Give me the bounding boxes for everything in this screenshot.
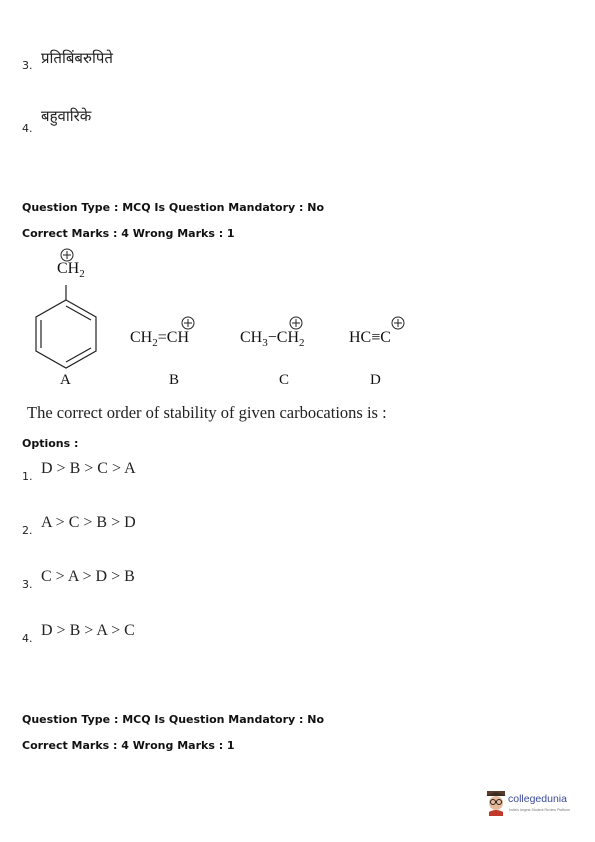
option-text: D > B > A > C xyxy=(41,622,135,639)
option-number: 3. xyxy=(22,59,33,72)
question-type-line: Question Type : MCQ Is Question Mandatory : No xyxy=(22,201,325,214)
structure-b-formula: $CH_2=CH$ xyxy=(130,329,189,350)
label-c: C xyxy=(279,372,290,388)
marks-line: Correct Marks : 4 Wrong Marks : 1 xyxy=(22,739,235,752)
option-text: प्रतिबिंबरुपिते xyxy=(41,49,113,67)
option-number: 1. xyxy=(22,470,33,483)
collegedunia-logo xyxy=(484,787,588,821)
mascot-icon xyxy=(484,790,508,816)
option-text: बहुवारिके xyxy=(41,107,92,125)
option-number: 4. xyxy=(22,122,33,135)
option-number: 3. xyxy=(22,578,33,591)
option-number: 4. xyxy=(22,632,33,645)
label-a: A xyxy=(60,372,71,388)
positive-charge-icon xyxy=(390,315,406,331)
structure-a-group: $CH_2$ xyxy=(57,260,85,281)
option-text: D > B > C > A xyxy=(41,460,136,477)
option-number: 2. xyxy=(22,524,33,537)
logo-name: collegedunia xyxy=(508,793,567,805)
options-label: Options : xyxy=(22,437,79,450)
logo-tagline: India's largest Student Review Platform xyxy=(509,808,570,812)
label-b: B xyxy=(169,372,180,388)
question-type-line: Question Type : MCQ Is Question Mandatory : No xyxy=(22,713,325,726)
label-d: D xyxy=(370,372,381,388)
carbocation-figure xyxy=(0,245,595,395)
structure-c-formula: $CH_3-CH_2$ xyxy=(240,329,305,350)
structure-d-formula: HC≡C xyxy=(349,329,391,346)
option-text: C > A > D > B xyxy=(41,568,135,585)
option-text: A > C > B > D xyxy=(41,514,136,531)
question-text: The correct order of stability of given carbocations is : xyxy=(27,403,387,422)
marks-line: Correct Marks : 4 Wrong Marks : 1 xyxy=(22,227,235,240)
